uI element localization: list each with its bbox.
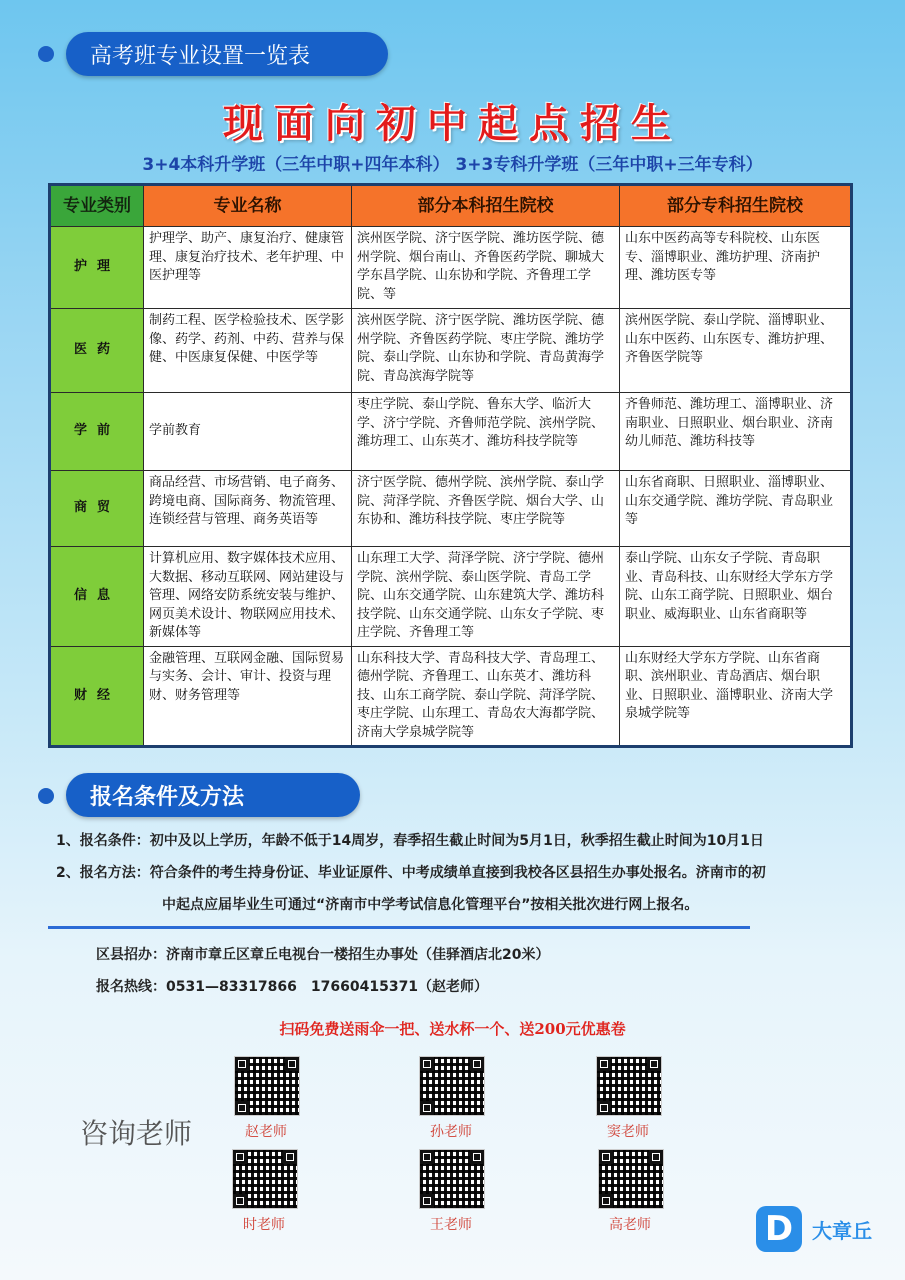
majors-cell: 学前教育: [144, 393, 352, 471]
undergrad-cell: 山东科技大学、青岛科技大学、青岛理工、德州学院、齐鲁理工、山东英才、潍坊科技、山东工商学院、泰山学院、菏泽学院、枣庄学院、山东理工、青岛农大海都学院、济南大学泉城学院等: [352, 646, 620, 747]
subtitle: 3+4本科升学班（三年中职+四年本科） 3+3专科升学班（三年中职+三年专科）: [142, 155, 763, 175]
teacher-name: 时老师: [243, 1217, 285, 1233]
majors-cell: 商品经营、市场营销、电子商务、跨境电商、国际商务、物流管理、连锁经营与管理、商务英语等: [144, 471, 352, 547]
condition-line-3: 中起点应届毕业生可通过“济南市中学考试信息化管理平台”按相关批次进行网上报名。: [162, 897, 699, 913]
logo-text: 大章丘: [812, 1219, 872, 1243]
majors-cell: 金融管理、互联网金融、国际贸易与实务、会计、审计、投资与理财、财务管理等: [144, 646, 352, 747]
header-major-name: 专业名称: [144, 185, 352, 227]
qr-code-icon[interactable]: [419, 1056, 485, 1116]
promo-text: 扫码免费送雨伞一把、送水杯一个、送200元优惠卷: [279, 1020, 626, 1038]
junior-cell: 山东省商职、日照职业、淄博职业、山东交通学院、潍坊学院、青岛职业等: [620, 471, 852, 547]
qr-code-icon[interactable]: [419, 1149, 485, 1209]
condition-line-1: 1、报名条件：初中及以上学历，年龄不低于14周岁，春季招生截止时间为5月1日，秋季招生截止时间为10月1日: [56, 833, 764, 849]
junior-cell: 山东财经大学东方学院、山东省商职、滨州职业、青岛酒店、烟台职业、日照职业、淄博职业、济南大学泉城学院等: [620, 646, 852, 747]
undergrad-cell: 滨州医学院、济宁医学院、潍坊医学院、德州学院、烟台南山、齐鲁医药学院、聊城大学东昌学院、山东协和学院、齐鲁理工学院、等: [352, 227, 620, 309]
section-bullet: [38, 46, 54, 62]
consult-label: 咨询老师: [80, 1117, 193, 1150]
header-undergrad: 部分本科招生院校: [352, 185, 620, 227]
category-cell: 信息: [50, 547, 144, 647]
teacher-name: 窦老师: [607, 1124, 649, 1140]
qr-code-icon[interactable]: [598, 1149, 664, 1209]
majors-cell: 计算机应用、数字媒体技术应用、大数据、移动互联网、网站建设与管理、网络安防系统安装与维护、网页美术设计、物联网应用技术、新媒体等: [144, 547, 352, 647]
junior-cell: 滨州医学院、泰山学院、淄博职业、山东中医药、山东医专、潍坊护理、齐鲁医学院等: [620, 309, 852, 393]
table-row: [50, 309, 852, 393]
table-header-row: [50, 185, 852, 227]
undergrad-cell: 山东理工大学、菏泽学院、济宁学院、德州学院、滨州学院、泰山医学院、青岛工学院、山东交通学院、山东建筑大学、潍坊科技学院、山东交通学院、山东女子学院、枣庄学院、齐鲁理工等: [352, 547, 620, 647]
section-bullet: [38, 788, 54, 804]
teacher-name: 赵老师: [245, 1124, 287, 1140]
table-row: [50, 471, 852, 547]
main-title: 现面向初中起点招生: [223, 101, 682, 147]
header-category: 专业类别: [50, 185, 144, 227]
qr-code-icon[interactable]: [234, 1056, 300, 1116]
hotline: 报名热线：0531—83317866 17660415371（赵老师）: [96, 979, 489, 995]
majors-cell: 制药工程、医学检验技术、医学影像、药学、药剂、中药、营养与保健、中医康复保健、中医学等: [144, 309, 352, 393]
undergrad-cell: 济宁医学院、德州学院、滨州学院、泰山学院、菏泽学院、齐鲁医学院、烟台大学、山东协和、潍坊科技学院、枣庄学院等: [352, 471, 620, 547]
header-junior: 部分专科招生院校: [620, 185, 852, 227]
junior-cell: 齐鲁师范、潍坊理工、淄博职业、济南职业、日照职业、烟台职业、济南幼儿师范、潍坊科技等: [620, 393, 852, 471]
logo-icon: D: [756, 1206, 802, 1252]
teacher-name: 孙老师: [430, 1124, 472, 1140]
table-row: [50, 227, 852, 309]
majors-table: [48, 183, 853, 748]
junior-cell: 泰山学院、山东女子学院、青岛职业、青岛科技、山东财经大学东方学院、山东工商学院、日照职业、烟台职业、威海职业、山东省商职等: [620, 547, 852, 647]
section-title: 高考班专业设置一览表: [90, 43, 311, 69]
qr-code-icon[interactable]: [596, 1056, 662, 1116]
condition-line-2: 2、报名方法：符合条件的考生持身份证、毕业证原件、中考成绩单直接到我校各区县招生办事处报名。济南市的初: [56, 865, 766, 881]
office-address: 区县招办：济南市章丘区章丘电视台一楼招生办事处（佳驿酒店北20米）: [96, 947, 550, 963]
junior-cell: 山东中医药高等专科院校、山东医专、淄博职业、潍坊护理、济南护理、潍坊医专等: [620, 227, 852, 309]
section-title: 报名条件及方法: [90, 784, 245, 810]
undergrad-cell: 枣庄学院、泰山学院、鲁东大学、临沂大学、济宁学院、齐鲁师范学院、滨州学院、潍坊理工、山东英才、潍坊科技学院等: [352, 393, 620, 471]
section-title-pill: [66, 773, 360, 817]
category-cell: 医药: [50, 309, 144, 393]
category-cell: 护理: [50, 227, 144, 309]
section-title-pill: [66, 32, 388, 76]
table-row: [50, 547, 852, 647]
undergrad-cell: 滨州医学院、济宁医学院、潍坊医学院、德州学院、齐鲁医药学院、枣庄学院、潍坊学院、泰山学院、山东协和学院、青岛黄海学院、青岛滨海学院等: [352, 309, 620, 393]
teacher-name: 高老师: [609, 1217, 651, 1233]
table-row: [50, 393, 852, 471]
category-cell: 财经: [50, 646, 144, 747]
table-row: [50, 646, 852, 747]
majors-cell: 护理学、助产、康复治疗、健康管理、康复治疗技术、老年护理、中医护理等: [144, 227, 352, 309]
qr-code-icon[interactable]: [232, 1149, 298, 1209]
category-cell: 商贸: [50, 471, 144, 547]
category-cell: 学前: [50, 393, 144, 471]
teacher-name: 王老师: [430, 1217, 472, 1233]
divider: [48, 926, 750, 929]
